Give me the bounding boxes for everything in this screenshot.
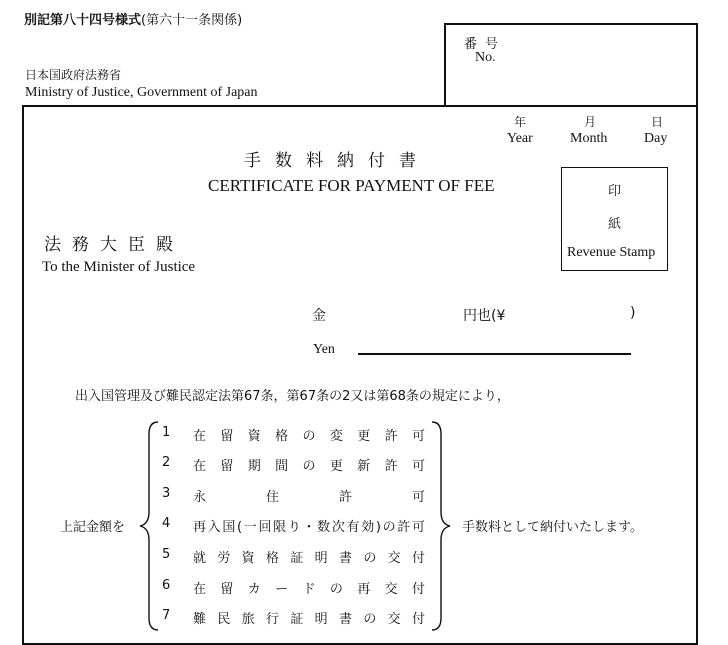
amount-yen-label: 円也(¥: [463, 308, 506, 324]
form-identifier: [24, 9, 242, 28]
year-label-en: Year: [507, 131, 533, 146]
stamp-label-line2: 紙: [608, 217, 622, 232]
fee-item-number: 3: [162, 486, 171, 501]
form-relation-text: (第六十一条関係): [141, 13, 243, 28]
fee-item-text: 就労資格証明書の交付: [193, 551, 425, 566]
day-label-en: Day: [644, 131, 668, 146]
fee-item-text: 在留資格の変更許可: [193, 429, 425, 444]
fee-item-number: 5: [162, 547, 171, 562]
stamp-label-line1: 印: [608, 184, 622, 199]
fee-item-text: 永住許可: [193, 490, 425, 505]
fee-item-number: 4: [162, 516, 171, 531]
amount-input-line[interactable]: [358, 353, 631, 355]
fee-item-text: 在留期間の更新許可: [193, 459, 425, 474]
amount-yen-en: Yen: [313, 342, 335, 357]
fee-item-text: 再入国(一回限り・数次有効)の許可: [193, 520, 425, 535]
amount-kin-label: 金: [312, 308, 326, 324]
fee-item-number: 2: [162, 455, 171, 470]
ministry-name-en: Ministry of Justice, Government of Japan: [25, 85, 258, 100]
title-en: CERTIFICATE FOR PAYMENT OF FEE: [208, 176, 495, 195]
stamp-label-en: Revenue Stamp: [567, 245, 656, 260]
amount-yen-close: ): [630, 305, 636, 321]
title-ja: 手数料納付書: [244, 151, 430, 171]
lead-text: 上記金額を: [60, 520, 126, 535]
left-brace-icon: [138, 420, 162, 632]
right-brace-icon: [428, 420, 452, 632]
fee-item-number: 6: [162, 578, 171, 593]
fee-item-text: 難民旅行証明書の交付: [193, 612, 425, 627]
month-label-en: Month: [570, 131, 608, 146]
ministry-name-ja: 日本国政府法務省: [25, 68, 122, 82]
fee-item-text: 在留カードの再交付: [193, 582, 425, 597]
form-id-text: 別記第八十四号様式: [24, 13, 142, 28]
fee-item-number: 1: [162, 425, 171, 440]
year-label-ja: 年: [514, 115, 527, 129]
number-label-ja: 番号: [464, 37, 507, 52]
number-label-en: No.: [475, 50, 496, 65]
fee-item-number: 7: [162, 608, 171, 623]
day-label-ja: 日: [651, 115, 664, 129]
tail-text: 手数料として納付いたします。: [462, 520, 643, 535]
addressee-en: To the Minister of Justice: [42, 259, 196, 275]
addressee-ja: 法務大臣殿: [44, 235, 184, 255]
month-label-ja: 月: [584, 115, 597, 129]
law-reference-text: 出入国管理及び難民認定法第67条，第67条の2又は第68条の規定により，: [75, 389, 510, 404]
